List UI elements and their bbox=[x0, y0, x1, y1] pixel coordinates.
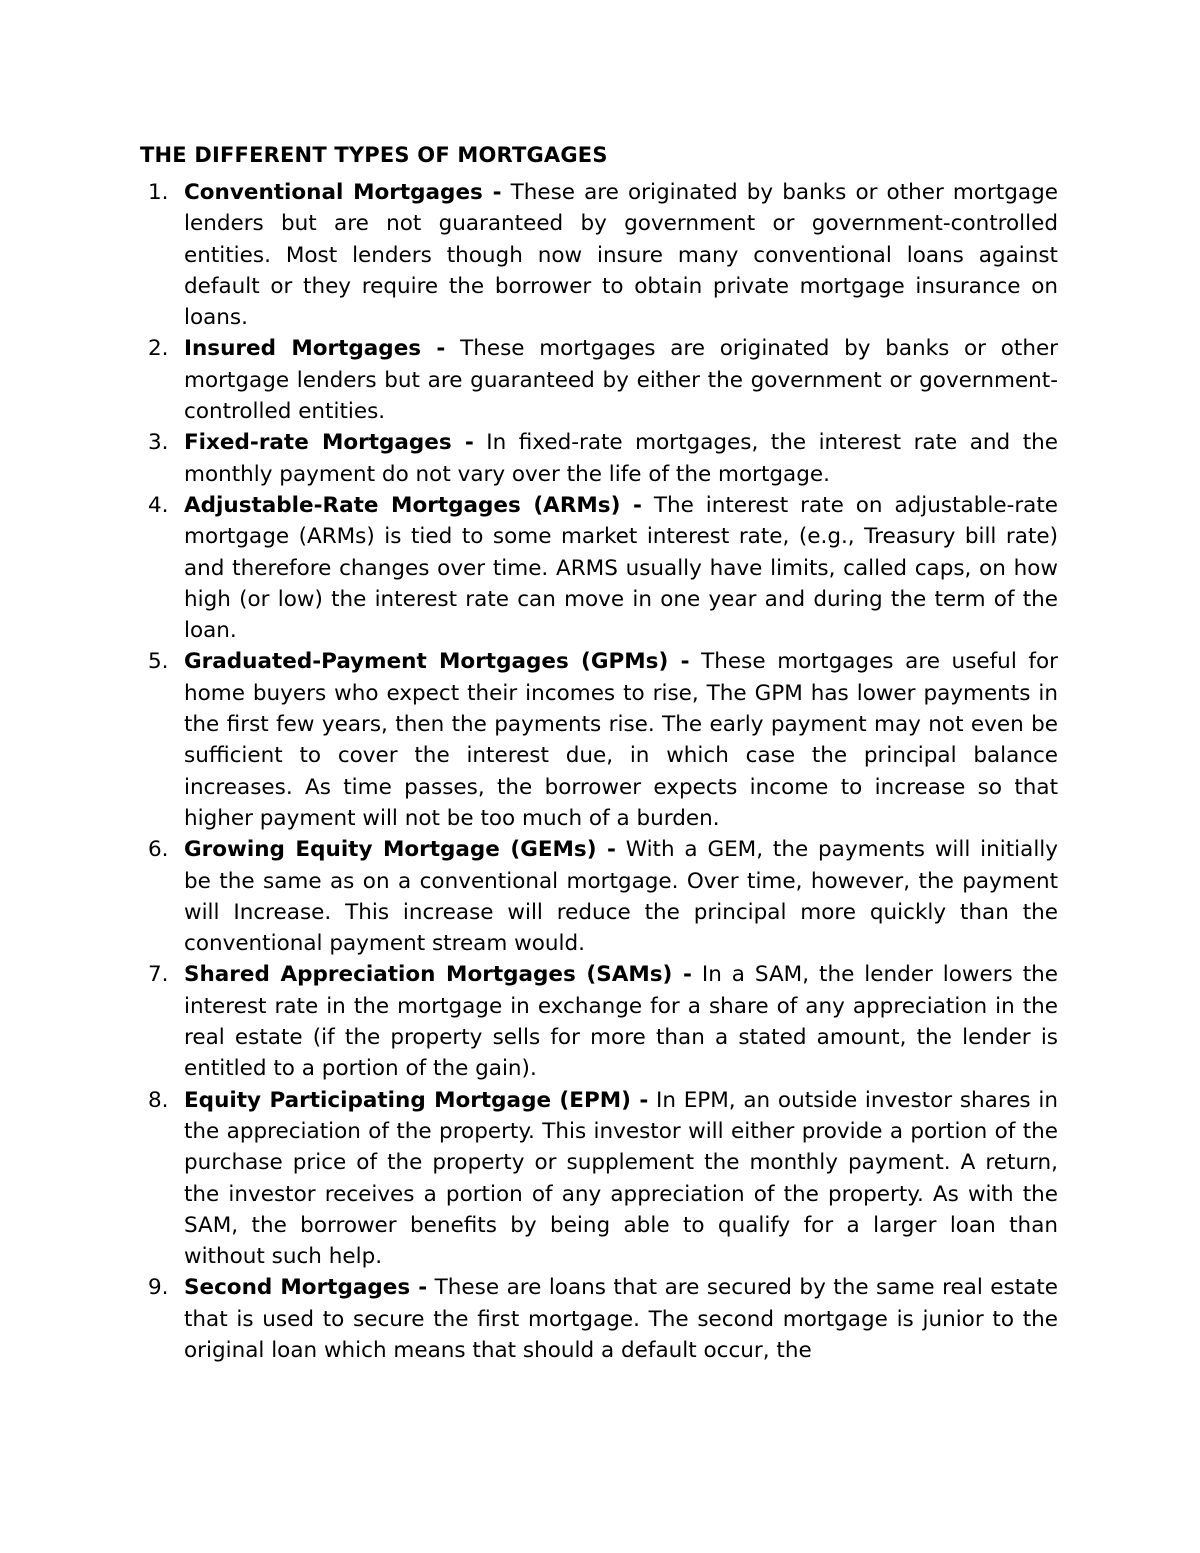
list-item-term: Conventional Mortgages - bbox=[184, 180, 502, 205]
list-item-term: Equity Participating Mortgage (EPM) - bbox=[184, 1087, 649, 1113]
list-item bbox=[140, 427, 1058, 490]
list-item-number: 8. bbox=[148, 1087, 169, 1113]
list-item-number: 9. bbox=[148, 1275, 169, 1301]
list-item-description: With a GEM, the payments will initially be the same as on a conventional mortgage. Over time, however, the payment will Increase. This increase will reduce the principal more quickly than the conventional payment stream would. bbox=[184, 837, 1058, 957]
list-item-description: These mortgages are useful for home buyers who expect their incomes to rise, The GPM has lower payments in the first few years, then the payments rise. The early payment may not even be sufficient to cover the interest due, in which case the principal balance increases. As time passes, the borrower expects income to increase so that higher payment will not be too much of a burden. bbox=[184, 649, 1058, 831]
list-item-description: These are originated by banks or other mortgage lenders but are not guaranteed by government or government-controlled entities. Most lenders though now insure many conventional loans against default or they require the borrower to obtain private mortgage insurance on loans. bbox=[184, 180, 1058, 331]
list-item bbox=[140, 834, 1058, 959]
list-item-term: Adjustable-Rate Mortgages (ARMs) - bbox=[184, 492, 642, 518]
list-item-term: Growing Equity Mortgage (GEMs) - bbox=[184, 837, 616, 863]
page-title: THE DIFFERENT TYPES OF MORTGAGES bbox=[140, 143, 608, 167]
list-item-description: The interest rate on adjustable-rate mortgage (ARMs) is tied to some market interest rate, (e.g., Treasury bill rate) and therefore changes over time. ARMS usually have limits, called caps, on how high (or low) the interest rate can move in one year and during the term of the loan. bbox=[184, 492, 1058, 644]
mortgage-types-list bbox=[140, 177, 1058, 1366]
list-item-description: In fixed-rate mortgages, the interest rate and the monthly payment do not vary over the life of the mortgage. bbox=[184, 430, 1059, 487]
list-item-description: These mortgages are originated by banks or other mortgage lenders but are guaranteed by either the government or government-controlled entities. bbox=[184, 336, 1059, 425]
list-item-number: 4. bbox=[148, 492, 169, 518]
list-item-description: In a SAM, the lender lowers the interest rate in the mortgage in exchange for a share of any appreciation in the real estate (if the property sells for more than a stated amount, the lender is entitled to a portion of the gain). bbox=[184, 962, 1058, 1082]
list-item-description: These are loans that are secured by the same real estate that is used to secure the first mortgage. The second mortgage is junior to the original loan which means that should a default occur, the bbox=[184, 1275, 1058, 1363]
list-item bbox=[140, 1272, 1058, 1366]
document-page bbox=[140, 140, 1058, 1366]
list-item-term: Insured Mortgages - bbox=[184, 336, 446, 362]
list-item-number: 5. bbox=[148, 649, 169, 675]
list-item-term: Graduated-Payment Mortgages (GPMs) - bbox=[184, 649, 690, 675]
list-item bbox=[140, 646, 1058, 834]
list-item-term: Shared Appreciation Mortgages (SAMs) - bbox=[184, 962, 692, 988]
list-item bbox=[140, 959, 1058, 1084]
list-item-number: 3. bbox=[148, 430, 169, 456]
list-item-term: Second Mortgages - bbox=[184, 1275, 428, 1301]
list-item bbox=[140, 177, 1058, 333]
list-item bbox=[140, 490, 1058, 646]
list-item bbox=[140, 1085, 1058, 1273]
list-item-number: 7. bbox=[148, 962, 169, 988]
list-item-number: 2. bbox=[148, 336, 169, 362]
list-item bbox=[140, 333, 1058, 427]
list-item-term: Fixed-rate Mortgages - bbox=[184, 430, 474, 456]
list-item-description: In EPM, an outside investor shares in the appreciation of the property. This investor will either provide a portion of the purchase price of the property or supplement the monthly payment. A return, the investor receives a portion of any appreciation of the property. As with the SAM, the borrower benefits by being able to qualify for a larger loan than without such help. bbox=[184, 1087, 1058, 1270]
list-item-number: 1. bbox=[148, 180, 169, 205]
list-item-number: 6. bbox=[148, 837, 169, 863]
